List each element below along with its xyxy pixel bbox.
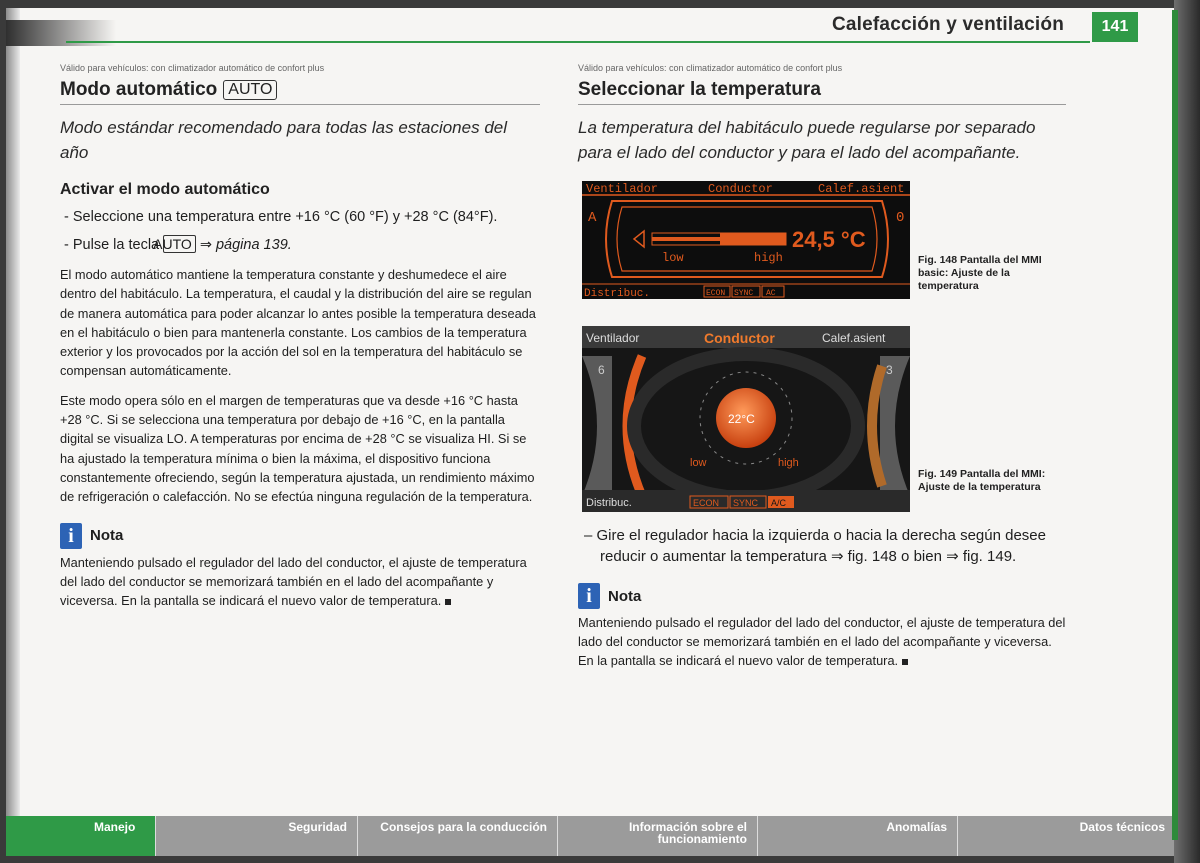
ac-button-label: AC (766, 289, 776, 298)
validity-note: Válido para vehículos: con climatizador automático de confort plus (60, 63, 325, 73)
manual-page (6, 8, 1176, 856)
right-column (578, 63, 1066, 670)
menu-conductor: Conductor (704, 330, 775, 346)
figures-area (578, 181, 1066, 521)
tab-manejo[interactable]: Manejo (6, 816, 156, 856)
menu-calef-asient: Calef.asient (818, 182, 905, 196)
menu-ventilador: Ventilador (586, 182, 659, 196)
auto-key-label: AUTO (163, 235, 196, 253)
tab-anomalias[interactable]: Anomalías (758, 816, 958, 856)
menu-calef-asient: Calef.asient (822, 331, 886, 345)
validity-note: Válido para vehículos: con climatizador automático de confort plus (578, 63, 843, 73)
tab-seguridad[interactable]: Seguridad (156, 816, 358, 856)
step-item: - Seleccione una temperatura entre +16 °C (60 °F) y +28 °C (84°F). (64, 209, 498, 225)
section-lead: La temperatura del habitáculo puede regularse por separado para el lado del conductor y para el lado del acompañante. (578, 118, 1036, 162)
instruction-text: Gire el regulador hacia la izquierda o hacia la derecha según desee reducir o aumentar la temperatura ⇒ fig. 148 o bien ⇒ fig. 149. (596, 527, 1046, 565)
chapter-title: Calefacción y ventilación (831, 14, 1064, 35)
subheading: Activar el modo automático (60, 181, 270, 198)
sync-button-label: SYNC (734, 289, 754, 298)
section-title (578, 79, 1066, 105)
chapter-tabs (6, 816, 1176, 856)
side-label-right: 0 (896, 210, 905, 226)
temperature-readout: 22°C (728, 412, 755, 426)
temperature-readout: 24,5 °C (792, 227, 866, 252)
menu-ventilador: Ventilador (586, 331, 640, 345)
menu-conductor: Conductor (708, 182, 773, 196)
side-label-left: A (588, 210, 597, 226)
end-square-icon (902, 659, 908, 665)
note-header (60, 523, 540, 549)
ac-button-label: A/C (771, 498, 787, 508)
auto-key-label: AUTO (223, 80, 277, 100)
page-number: 141 (1092, 12, 1138, 42)
section-title-text: Seleccionar la temperatura (578, 79, 821, 100)
temperature-bar (720, 233, 786, 245)
spine-accent (1172, 10, 1178, 840)
info-icon: i (578, 583, 600, 609)
tab-datos-tecnicos[interactable]: Datos técnicos (958, 816, 1176, 856)
econ-button-label: ECON (706, 289, 726, 298)
note-label: Nota (90, 527, 124, 545)
high-label: high (754, 251, 783, 265)
menu-distribuc: Distribuc. (586, 497, 632, 509)
page-reference: ⇒ página 139. (199, 237, 292, 253)
note-text (578, 613, 1066, 670)
info-icon: i (60, 523, 82, 549)
low-label: low (662, 251, 684, 265)
note-text (60, 553, 540, 610)
side-label-left: 6 (598, 363, 605, 377)
high-label: high (778, 457, 799, 469)
section-lead: Modo estándar recomendado para todas las estaciones del año (60, 118, 508, 162)
note-body: Manteniendo pulsado el regulador del lado del conductor, el ajuste de temperatura del lado del conductor se memorizará también en el lado del acompañante y viceversa. En la pantalla se indicará el nuevo valor de temperatura. (60, 554, 527, 608)
econ-button-label: ECON (693, 498, 720, 508)
end-square-icon (445, 599, 451, 605)
left-column (60, 63, 540, 610)
section-title-text: Modo automático (60, 79, 218, 100)
step-text: Seleccione una temperatura entre +16 °C (60 °F) y +28 °C (84°F). (72, 209, 498, 225)
tab-informacion-funcionamiento[interactable]: Información sobre el funcionamiento (558, 816, 758, 856)
menu-distribuc: Distribuc. (584, 288, 651, 299)
sync-button-label: SYNC (733, 498, 759, 508)
low-label: low (690, 457, 707, 469)
section-title (60, 79, 540, 105)
note-body: Manteniendo pulsado el regulador del lado del conductor, el ajuste de temperatura del lado del conductor se memorizará también en el lado del acompañante y viceversa. En la pantalla se indicará el nuevo valor de temperatura. (578, 615, 1066, 668)
note-header (578, 583, 1066, 609)
note-label: Nota (608, 587, 642, 605)
tab-consejos-conduccion[interactable]: Consejos para la conducción (358, 816, 558, 856)
body-paragraph: Este modo opera sólo en el margen de temperaturas que va desde +16 °C hasta +28 °C. Si se selecciona una temperatura por debajo de +16 °C, en la pantalla digital se visualiza LO. A temperaturas por encima de +28 °C se visualiza HI. Si se ha ajustado la temperatura mínima o bien la máxima, el dispositivo funciona constantemente ofreciendo, según la temperatura ajustada, un rendimiento máximo de refrigeración o calefacción. No se efectúa ninguna regulación de la temperatura. (60, 392, 535, 505)
step-item: - Pulse la tecla AUTO ⇒ página 139. (64, 236, 292, 253)
page-left-edge (6, 8, 20, 856)
figure-caption: Fig. 148 Pantalla del MMI basic: Ajuste de la temperatura (918, 254, 1042, 292)
body-paragraph: El modo automático mantiene la temperatura constante y deshumedece el aire dentro del habitáculo. La temperatura, el caudal y la distribución del aire se regulan de manera automática para poder alcanzar lo antes posible la temperatura deseada en el habitáculo o bien para mantenerla constante. Los cambios de la temperatura exterior y los provocados por la acción del sol en la temperatura del habitáculo se compensan automáticamente. (60, 267, 536, 379)
mmi-display (582, 326, 910, 512)
mmi-basic-display (582, 181, 910, 299)
step-text: Pulse la tecla (72, 237, 160, 253)
side-label-right: 3 (886, 363, 893, 377)
figure-caption: Fig. 149 Pantalla del MMI: Ajuste de la temperatura (918, 468, 1046, 493)
instruction-step: – Gire el regulador hacia la izquierda o hacia la derecha según desee reducir o aumentar la temperatura ⇒ fig. 148 o bien ⇒ fig. 149. (584, 527, 1046, 565)
header-rule (66, 41, 1090, 43)
